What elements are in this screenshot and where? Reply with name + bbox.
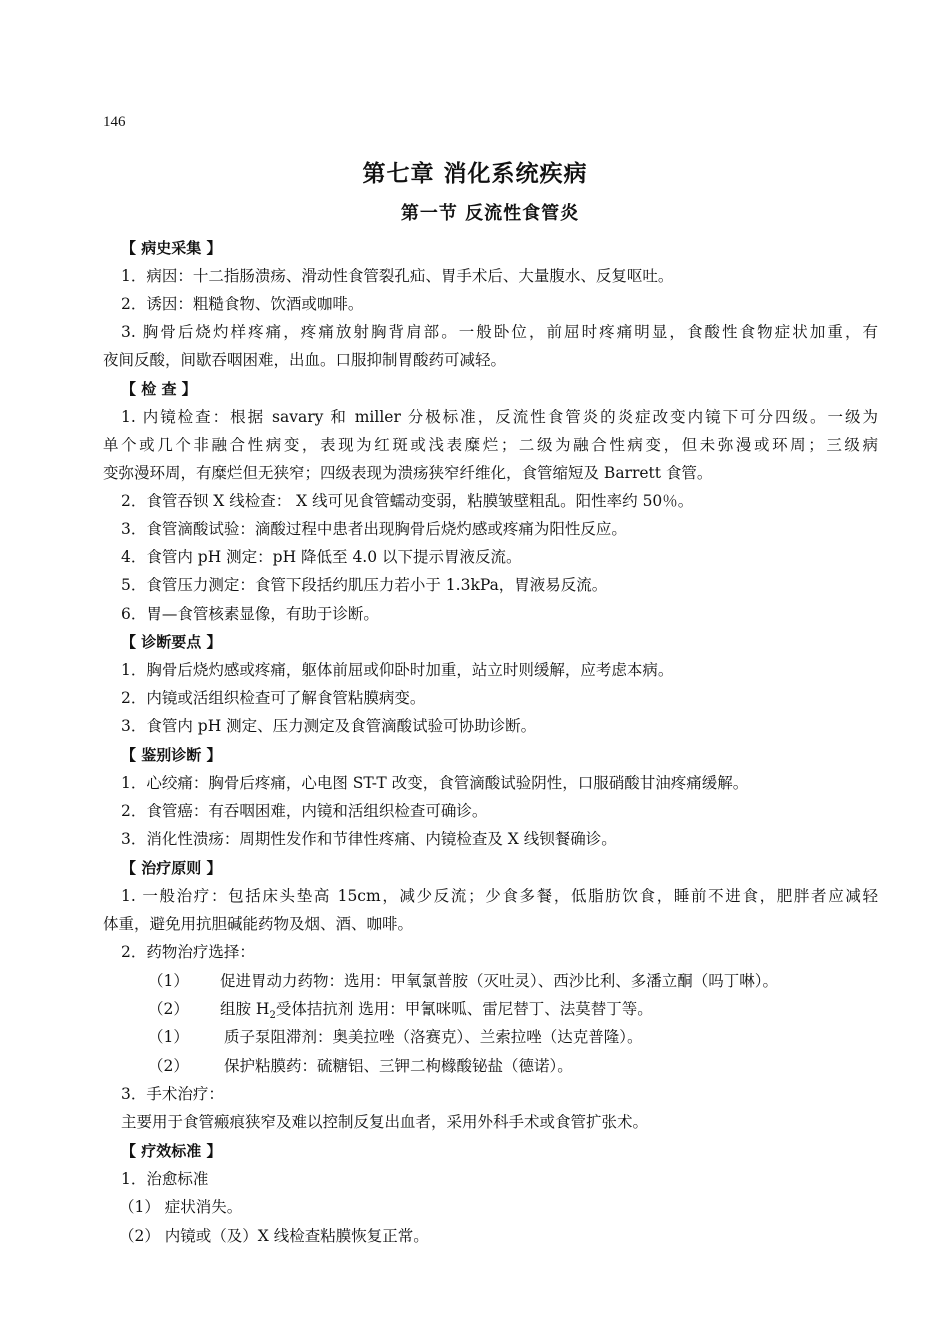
exam-item-6: 6．胃—食管核素显像，有助于诊断。 (121, 605, 379, 623)
history-item-3-line-2: 夜间反酸，间歇吞咽困难，出血。口服抑制胃酸药可减轻。 (103, 351, 507, 369)
diagnosis-item-3: 3．食管内 pH 测定、压力测定及食管滴酸试验可协助诊断。 (121, 717, 537, 735)
history-item-3-line-1: 3. 胸骨后烧灼样疼痛，疼痛放射胸背肩部。一般卧位，前屈时疼痛明显，食酸性食物症状加重，有 (121, 323, 879, 341)
page-number: 146 (103, 114, 126, 130)
exam-item-3: 3．食管滴酸试验：滴酸过程中患者出现胸骨后烧灼感或疼痛为阳性反应。 (121, 520, 627, 538)
treatment-sub-4-text: 保护粘膜药：硫糖铝、三钾二枸橼酸铋盐（德诺）。 (224, 1057, 573, 1075)
treatment-item-1-line-2: 体重，避免用抗胆碱能药物及烟、酒、咖啡。 (103, 915, 414, 933)
treatment-sub-3-text: 质子泵阻滞剂：奥美拉唑（洛赛克）、兰索拉唑（达克普隆）。 (224, 1028, 643, 1046)
exam-item-1-line-1: 1. 内镜检查：根据 savary 和 miller 分极标准，反流性食管炎的炎症改变内镜下可分四级。一级为 (121, 408, 878, 426)
exam-heading: 【 检 查 】 (121, 380, 197, 398)
exam-item-5: 5．食管压力测定：食管下段括约肌压力若小于 1.3kPa，胃液易反流。 (121, 576, 608, 594)
efficacy-sub-1: （1） 症状消失。 (119, 1198, 243, 1216)
diagnosis-item-1: 1．胸骨后烧灼感或疼痛，躯体前屈或仰卧时加重，站立时则缓解，应考虑本病。 (121, 661, 674, 679)
history-item-2: 2．诱因：粗糙食物、饮酒或咖啡。 (121, 295, 364, 313)
treatment-sub-3-number: （1） (148, 1028, 189, 1046)
treatment-heading: 【 治疗原则 】 (121, 859, 222, 877)
treatment-sub-2-subscript: 2 (269, 1010, 276, 1022)
treatment-sub-4 (103, 1056, 923, 1076)
differential-item-3: 3．消化性溃疡：周期性发作和节律性疼痛、内镜检查及 X 线钡餐确诊。 (121, 830, 617, 848)
treatment-item-1-line-1: 1. 一般治疗：包括床头垫高 15cm，减少反流；少食多餐，低脂肪饮食，睡前不进食，肥胖者应减轻 (121, 887, 878, 905)
section-title: 第一节 反流性食管炎 (400, 203, 580, 224)
treatment-sub-2-text-a: 组胺 H (220, 1000, 270, 1018)
treatment-sub-1 (103, 971, 923, 991)
diagnosis-item-2: 2．内镜或活组织检查可了解食管粘膜病变。 (121, 689, 426, 707)
treatment-item-3: 3．手术治疗： (121, 1085, 224, 1103)
diagnosis-heading: 【 诊断要点 】 (121, 633, 222, 651)
treatment-item-3-text: 主要用于食管瘢痕狭窄及难以控制反复出血者，采用外科手术或食管扩张术。 (121, 1113, 649, 1131)
efficacy-sub-2: （2） 内镜或（及）X 线检查粘膜恢复正常。 (119, 1227, 429, 1245)
treatment-item-2: 2．药物治疗选择： (121, 943, 255, 961)
treatment-sub-2-text-b: 受体拮抗剂 选用：甲氰咪呱、雷尼替丁、法莫替丁等。 (275, 1000, 653, 1018)
treatment-sub-4-number: （2） (148, 1057, 189, 1075)
exam-item-1-line-3: 变弥漫环周，有糜烂但无狭窄；四级表现为溃疡狭窄纤维化，食管缩短及 Barrett 食管。 (103, 464, 713, 482)
exam-item-2: 2．食管吞钡 X 线检查： X 线可见食管蠕动变弱，粘膜皱壁粗乱。阳性率约 50％。 (121, 492, 694, 510)
differential-item-2: 2．食管癌：有吞咽困难，内镜和活组织检查可确诊。 (121, 802, 488, 820)
differential-item-1: 1．心绞痛：胸骨后疼痛，心电图 ST-T 改变，食管滴酸试验阴性，口服硝酸甘油疼痛缓解。 (121, 774, 749, 792)
history-item-1: 1．病因：十二指肠溃疡、滑动性食管裂孔疝、胃手术后、大量腹水、反复呕吐。 (121, 267, 674, 285)
treatment-sub-1-number: （1） (148, 972, 189, 990)
treatment-sub-2 (103, 999, 923, 1026)
exam-item-1-line-2: 单个或几个非融合性病变，表现为红斑或浅表糜烂；二级为融合性病变，但未弥漫或环周；三级病 (103, 436, 878, 454)
treatment-sub-3 (103, 1027, 923, 1047)
treatment-sub-2-number: （2） (148, 1000, 189, 1018)
differential-heading: 【 鉴别诊断 】 (121, 746, 222, 764)
chapter-title: 第七章 消化系统疾病 (362, 161, 588, 187)
treatment-sub-1-text: 促进胃动力药物：选用：甲氧氯普胺（灭吐灵）、西沙比利、多潘立酮（吗丁啉）。 (220, 972, 779, 990)
efficacy-heading: 【 疗效标准 】 (121, 1142, 222, 1160)
efficacy-item-1: 1．治愈标准 (121, 1170, 209, 1188)
history-heading: 【 病史采集 】 (121, 239, 222, 257)
exam-item-4: 4．食管内 pH 测定：pH 降低至 4.0 以下提示胃液反流。 (121, 548, 522, 566)
